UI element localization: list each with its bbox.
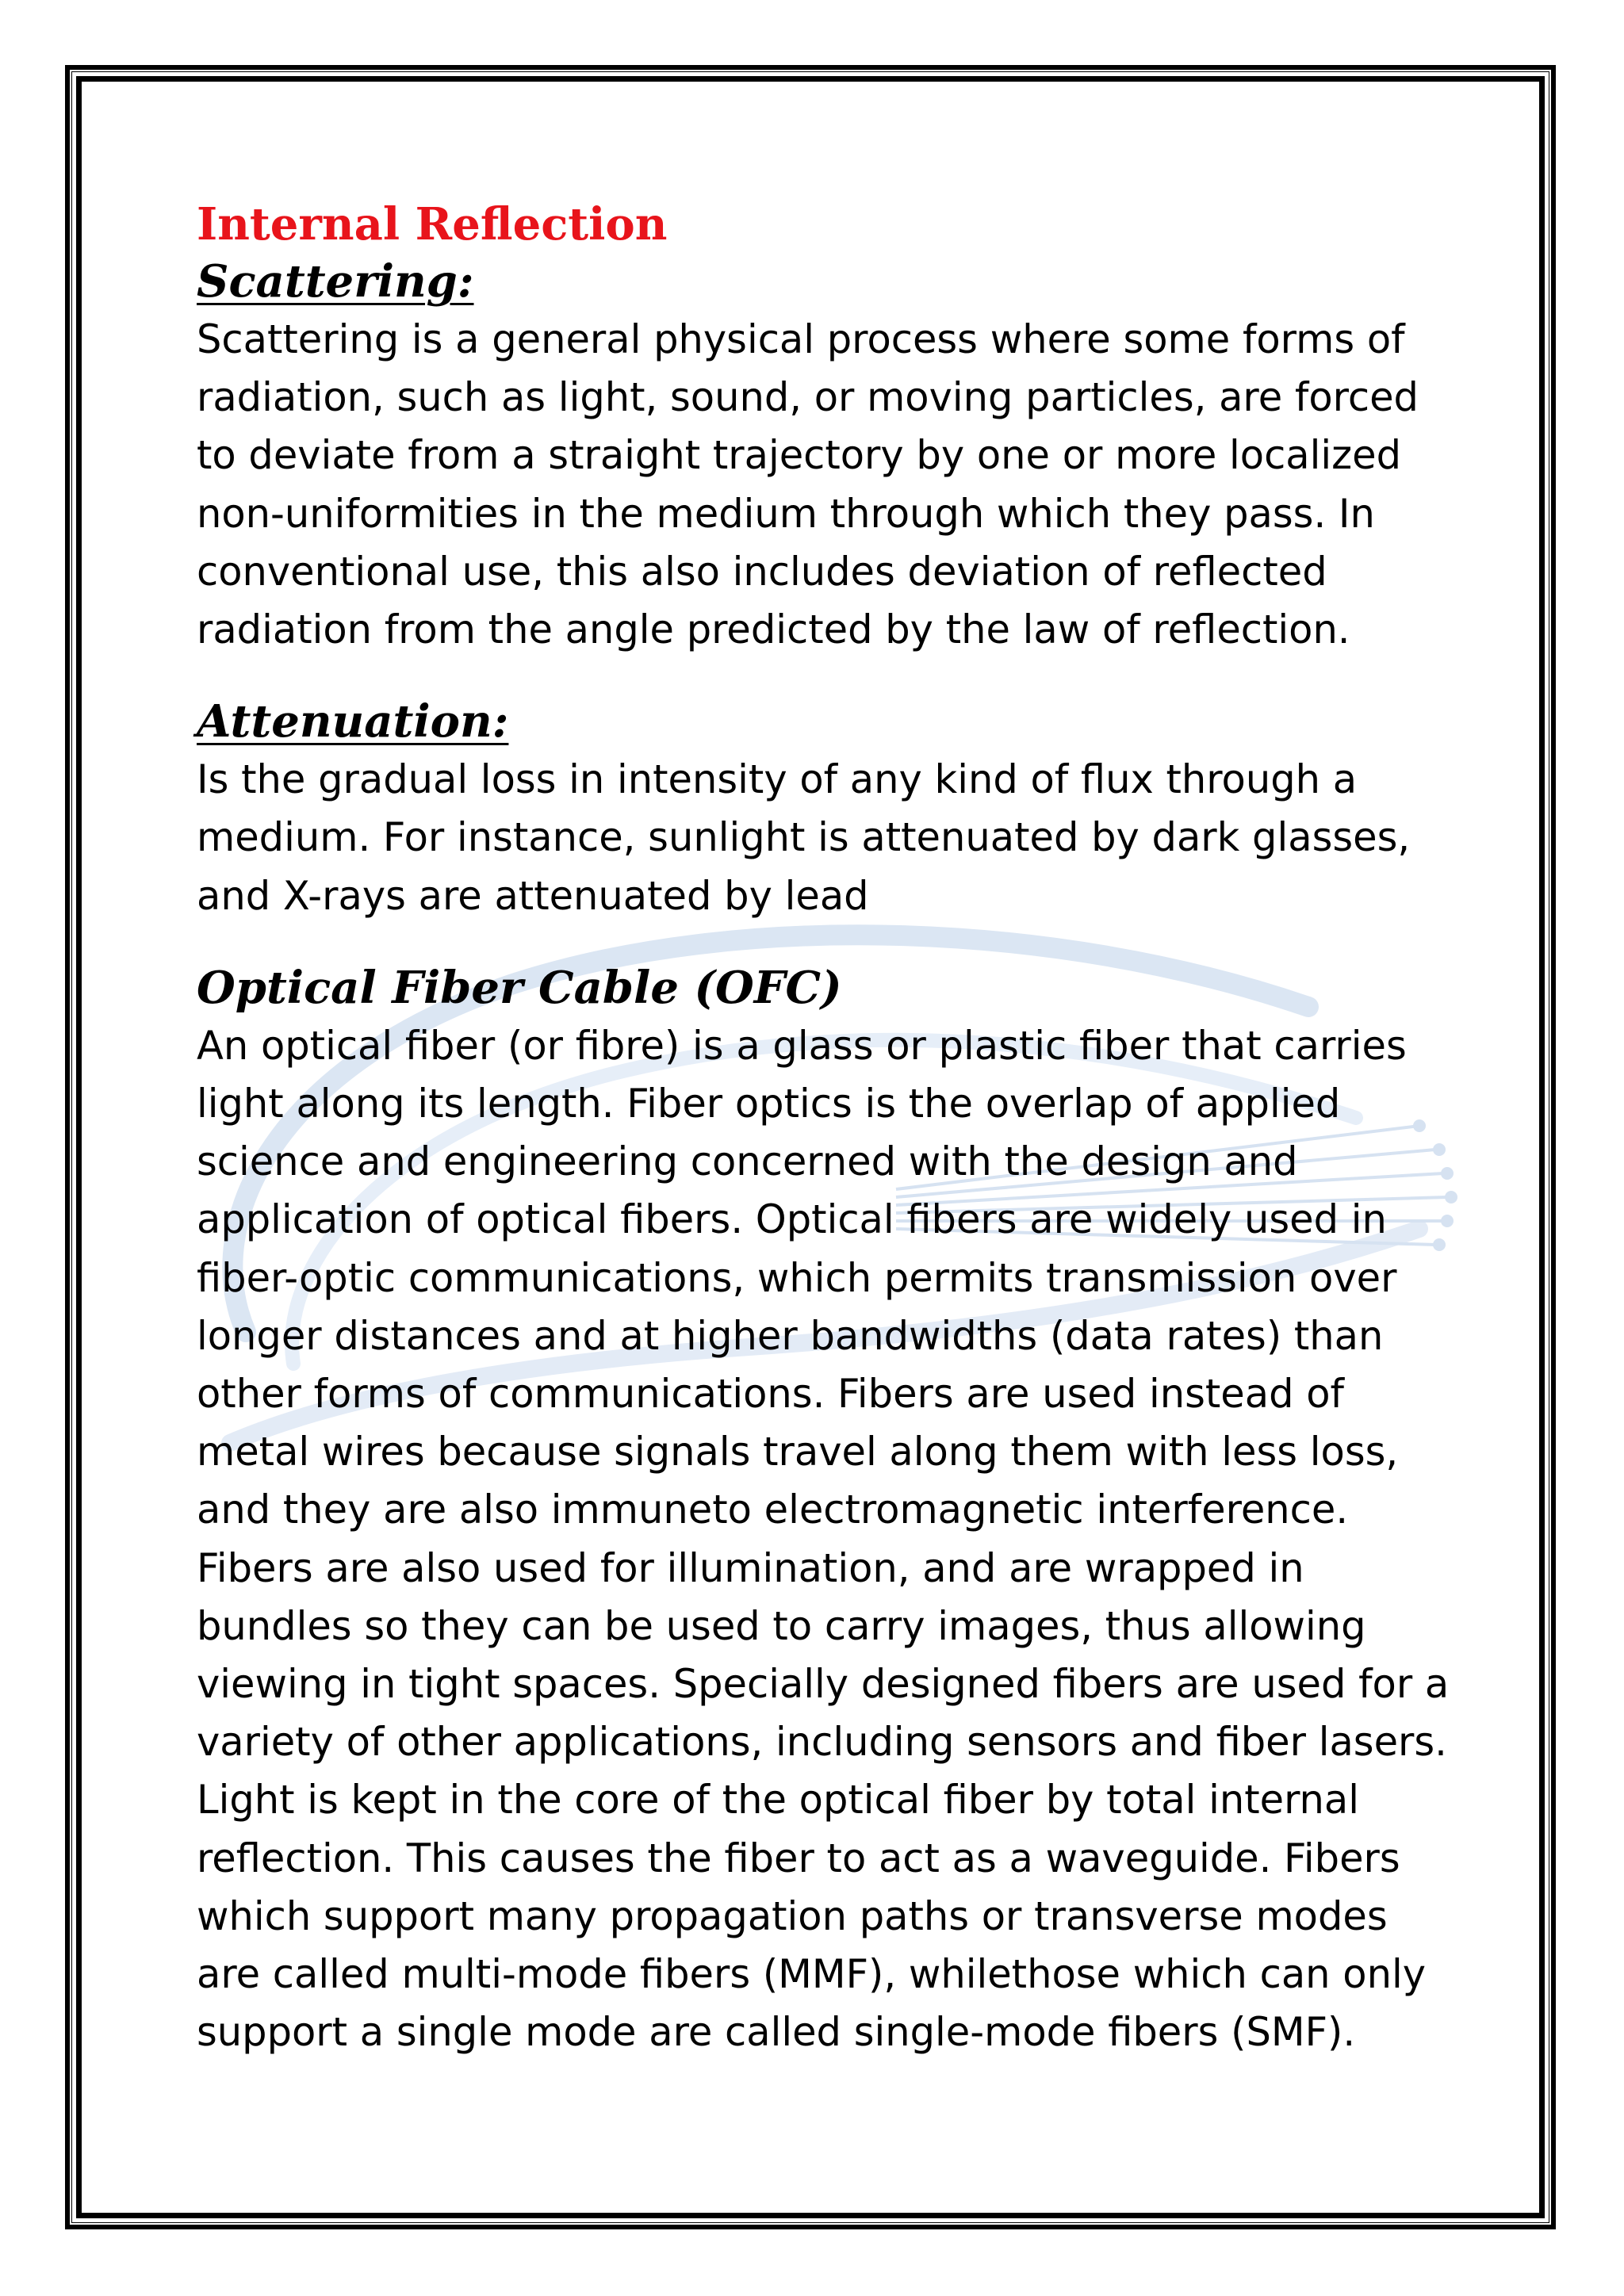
- text-line: to deviate from a straight trajectory by one or more localized: [197, 432, 1402, 479]
- text-line: other forms of communications. Fibers are used instead of: [197, 1371, 1344, 1418]
- text-line: Is the gradual loss in intensity of any kind of flux through a: [197, 756, 1358, 803]
- text-line: Fibers are also used for illumination, and are wrapped in: [197, 1544, 1304, 1591]
- attenuation-heading: Attenuation:: [197, 695, 509, 748]
- text-line: medium. For instance, sunlight is attenuated by dark glasses,: [197, 814, 1411, 861]
- text-line: radiation from the angle predicted by the law of reflection.: [197, 607, 1350, 653]
- text-line: non-uniformities in the medium through which they pass. In: [197, 490, 1375, 537]
- text-line: variety of other applications, including sensors and fiber lasers.: [197, 1719, 1447, 1766]
- text-line: metal wires because signals travel along them with less loss,: [197, 1429, 1399, 1475]
- text-line: viewing in tight spaces. Specially designed fibers are used for a: [197, 1661, 1450, 1708]
- text-line: fiber-optic communications, which permits transmission over: [197, 1254, 1397, 1301]
- text-line: bundles so they can be used to carry images, thus allowing: [197, 1602, 1366, 1649]
- document-title: Internal Reflection: [197, 198, 668, 251]
- text-line: reflection. This causes the fiber to act as a waveguide. Fibers: [197, 1835, 1400, 1881]
- ofc-paragraph: [197, 1017, 1450, 2062]
- text-line: light along its length. Fiber optics is the overlap of applied: [197, 1081, 1341, 1127]
- text-line: Light is kept in the core of the optical fiber by total internal: [197, 1777, 1360, 1823]
- text-line: An optical fiber (or fibre) is a glass or plastic fiber that carries: [197, 1022, 1407, 1069]
- scattering-paragraph: [197, 311, 1434, 659]
- text-line: are called multi-mode fibers (MMF), whilethose which can only: [197, 1951, 1426, 1998]
- scattering-heading: Scattering:: [197, 255, 474, 308]
- document-body: [197, 197, 1450, 2061]
- text-line: conventional use, this also includes deviation of reflected: [197, 548, 1327, 595]
- text-line: longer distances and at higher bandwidths (data rates) than: [197, 1312, 1384, 1359]
- attenuation-paragraph: [197, 751, 1434, 925]
- text-line: and they are also immuneto electromagnetic interference.: [197, 1487, 1349, 1533]
- text-line: Scattering is a general physical process where some forms of: [197, 316, 1405, 362]
- text-line: support a single mode are called single-mode fibers (SMF).: [197, 2009, 1356, 2056]
- ofc-heading: Optical Fiber Cable (OFC): [197, 961, 842, 1014]
- text-line: radiation, such as light, sound, or moving particles, are forced: [197, 374, 1419, 421]
- text-line: application of optical fibers. Optical fibers are widely used in: [197, 1196, 1387, 1243]
- text-line: which support many propagation paths or transverse modes: [197, 1892, 1388, 1939]
- text-line: science and engineering concerned with the design and: [197, 1138, 1298, 1185]
- text-line: and X-rays are attenuated by lead: [197, 872, 869, 919]
